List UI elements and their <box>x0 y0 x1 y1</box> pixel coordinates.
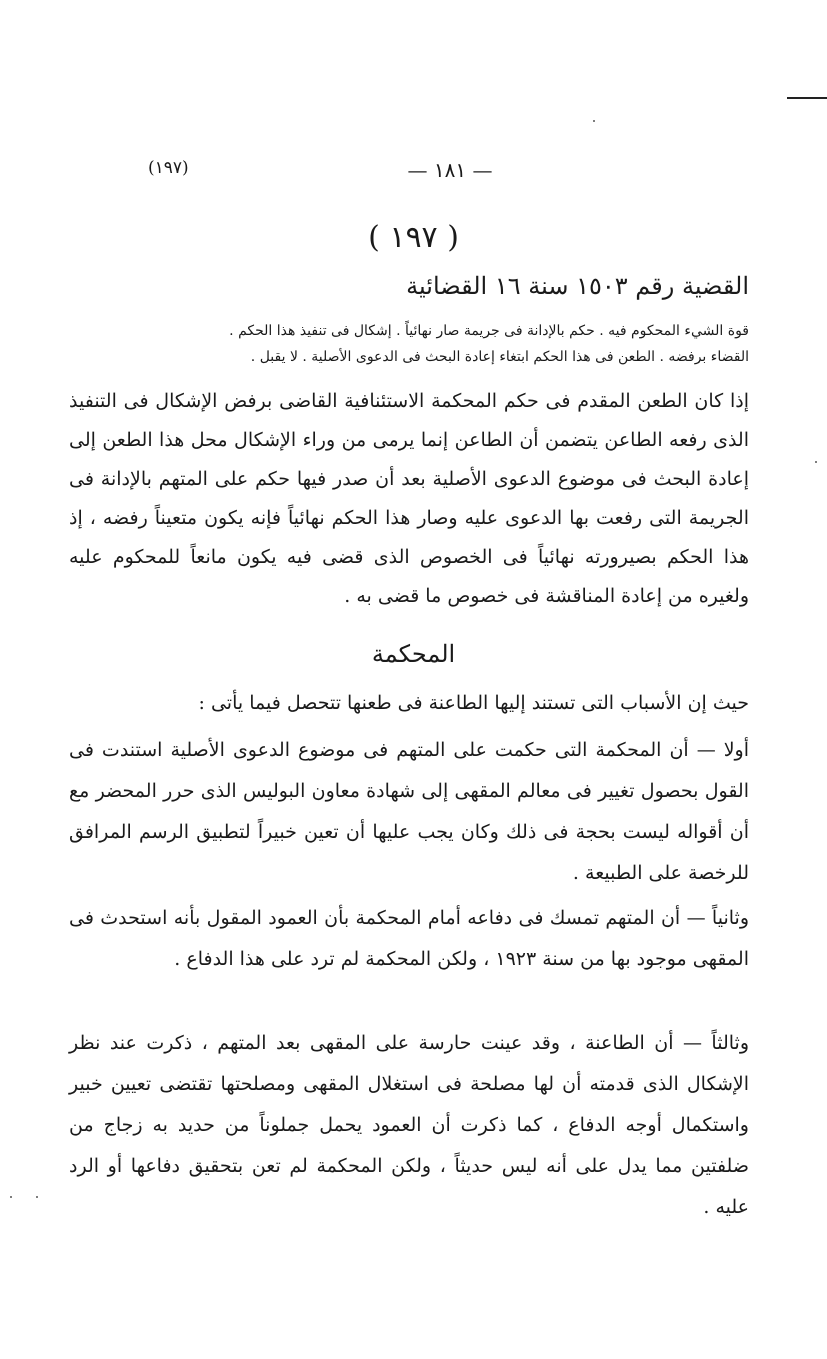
speck <box>815 461 817 463</box>
running-header-case-ref: (١٩٧) <box>148 158 189 178</box>
reason-paragraph-2: وثانياً — أن المتهم تمسك فى دفاعه أمام المحكمة بأن العمود المقول بأنه استحدث فى المقهى موجود بها من سنة ١٩٢٣ ، ولكن المحكمة لم ترد على هذا الدفاع . <box>69 907 749 970</box>
page-edge-mark <box>787 97 827 99</box>
case-title: القضية رقم ١٥٠٣ سنة ١٦ القضائية <box>406 272 749 300</box>
speck <box>36 1196 38 1198</box>
case-number: ( ١٩٧ ) <box>368 220 459 255</box>
reasons-intro: حيث إن الأسباب التى تستند إليها الطاعنة فى طعنها تتحصل فيما يأتى : <box>198 692 749 714</box>
reason-paragraph-3: وثالثاً — أن الطاعنة ، وقد عينت حارسة على المقهى بعد المتهم ، ذكرت عند نظر الإشكال الذى قدمته أن لها مصلحة فى استغلال المقهى ومصلحتها تقتضى تعيين خبير واستكمال أوجه الدفاع ، كما ذكرت أن العمود يحمل جملوناً من حديد به زجاج من ضلفتين مما يدل على أنه ليس حديثاً ، ولكن المحكمة لم تعن بتحقيق دفاعها أو الرد عليه . <box>69 1032 749 1218</box>
speck <box>593 120 595 122</box>
headnote-paragraph: إذا كان الطعن المقدم فى حكم المحكمة الاستئنافية القاضى برفض الإشكال فى التنفيذ الذى رفعه الطاعن يتضمن أن الطاعن إنما يرمى من وراء الإشكال محل هذا الطعن إلى إعادة البحث فى موضوع الدعوى الأصلية بعد أن صدر فيها حكم على المتهم بالإدانة فى الجريمة التى رفعت بها الدعوى عليه وصار هذا الحكم نهائياً فإنه يكون متعيناً رفضه ، إذ هذا الحكم بصيرورته نهائياً فى الخصوص الذى قضى فيه يكون مانعاً للمحكوم عليه ولغيره من إعادة المناقشة فى خصوص ما قضى به . <box>69 390 749 607</box>
reason-paragraph-1: أولا — أن المحكمة التى حكمت على المتهم فى موضوع الدعوى الأصلية استندت فى القول بحصول تغيير فى معالم المقهى إلى شهادة معاون البوليس الذى حرر المحضر مع أن أقواله ليست بحجة فى ذلك وكان يجب عليها أن تعين خبيراً لتطبيق الرسم المرافق للرخصة على الطبيعة . <box>69 739 749 884</box>
summary-line: قوة الشيء المحكوم فيه . حكم بالإدانة فى جريمة صار نهائياً . إشكال فى تنفيذ هذا الحكم . <box>229 323 749 339</box>
summary-line: القضاء برفضه . الطعن فى هذا الحكم ابتغاء إعادة البحث فى الدعوى الأصلية . لا يقبل . <box>250 349 749 365</box>
section-heading: المحكمة <box>371 640 456 668</box>
speck <box>10 1196 12 1198</box>
page-number: — ١٨١ — <box>407 158 493 182</box>
summary <box>69 318 749 370</box>
